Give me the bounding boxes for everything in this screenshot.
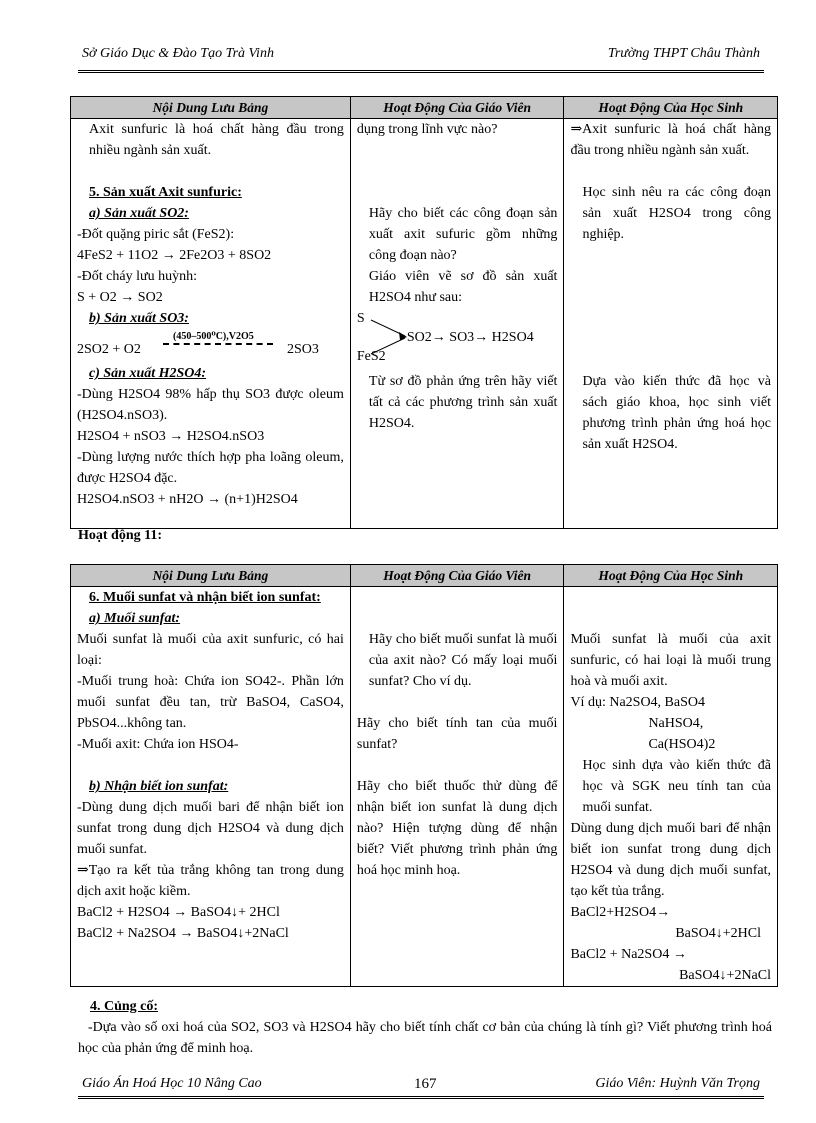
so3-eq-right: 2SO3 bbox=[287, 342, 319, 357]
board-content-cell bbox=[71, 587, 351, 987]
section-5-title: 5. Sản xuất Axit sunfuric: bbox=[89, 185, 242, 200]
student-activity-cell bbox=[564, 587, 778, 987]
table-row bbox=[71, 119, 778, 529]
col-header-teacher: Hoạt Động Của Giáo Viên bbox=[350, 97, 564, 119]
b-line-2: ⇒Tạo ra kết tủa trắng không tan trong dung dịch axit hoặc kiềm. bbox=[77, 863, 344, 899]
student-a1: ⇒Axit sunfuric là hoá chất hàng đầu trong nhiều ngành sản xuất. bbox=[570, 122, 771, 158]
header-left: Sở Giáo Dục & Đào Tạo Trà Vinh bbox=[82, 46, 274, 61]
b-equation-1: BaCl2 + H2SO4 → BaSO4↓+ 2HCl bbox=[77, 905, 280, 920]
board-content-cell bbox=[71, 119, 351, 529]
table-row bbox=[71, 587, 778, 987]
subsection-b-title: b) Nhận biết ion sunfat: bbox=[89, 779, 229, 794]
teacher-q2: Hãy cho biết các công đoạn sản xuất axit sufuric gồm những công đoạn nào? bbox=[368, 206, 558, 263]
student-a6: BaCl2+H2SO4→ bbox=[570, 905, 671, 920]
student-a3: Dựa vào kiến thức đã học và sách giáo khoa, học sinh viết phương trình phản ứng hoá học sản xuất H2SO4. bbox=[582, 374, 771, 452]
student-a2: Ví dụ: Na2SO4, BaSO4 bbox=[570, 695, 705, 710]
teacher-q3: Giáo viên vẽ sơ đồ sản xuất H2SO4 như sau: bbox=[368, 269, 558, 305]
student-a3: NaHSO4, Ca(HSO4)2 bbox=[648, 716, 716, 752]
c-line-1: -Dùng H2SO4 98% hấp thụ SO3 được oleum (H2SO4.nSO3). bbox=[77, 387, 344, 423]
teacher-activity-cell bbox=[350, 587, 564, 987]
section-6-title: 6. Muối sunfat và nhận biết ion sunfat: bbox=[89, 590, 321, 605]
so3-eq-condition: (450–500⁰C),V2O5 bbox=[173, 331, 254, 342]
header-right: Trường THPT Châu Thành bbox=[607, 46, 760, 61]
b-equation-2: BaCl2 + Na2SO4 → BaSO4↓+2NaCl bbox=[77, 926, 289, 941]
a-line-1: Muối sunfat là muối của axit sunfuric, có hai loại: bbox=[77, 632, 344, 668]
c-equation-1: H2SO4 + nSO3 → H2SO4.nSO3 bbox=[77, 429, 265, 444]
student-a1: Muối sunfat là muối của axit sunfuric, có hai loại là muối trung hoà và muối axit. bbox=[570, 632, 771, 689]
student-a4: Học sinh dựa vào kiến thức đã học và SGK neu tính tan của muối sunfat. bbox=[582, 758, 771, 815]
production-scheme bbox=[357, 308, 558, 371]
so3-eq-left: 2SO2 + O2 bbox=[77, 342, 141, 357]
reversible-arrow bbox=[163, 343, 273, 345]
a-line-2: -Muối trung hoà: Chứa ion SO42-. Phần lớn muối sunfat đều tan, trừ BaSO4, CaSO4, PbSO4...không tan. bbox=[77, 674, 344, 731]
col-header-student: Hoạt Động Của Học Sinh bbox=[564, 97, 778, 119]
a-line-1: -Đốt quặng piric sắt (FeS2): bbox=[77, 227, 235, 242]
footer-rule bbox=[78, 1096, 764, 1101]
scheme-fes2: FeS2 bbox=[356, 349, 386, 364]
so3-equation bbox=[77, 329, 344, 363]
c-line-2: -Dùng lượng nước thích hợp pha loãng oleum, được H2SO4 đặc. bbox=[77, 450, 344, 486]
lesson-table-1 bbox=[70, 96, 778, 529]
b-line-1: -Dùng dung dịch muối bari để nhận biết ion sunfat trong dung dịch H2SO4 và dung dịch muối sunfat. bbox=[77, 800, 344, 857]
student-a9: BaSO4↓+2NaCl bbox=[679, 968, 771, 983]
subsection-a-title: a) Muối sunfat: bbox=[89, 611, 181, 626]
a-equation-1: 4FeS2 + 11O2 → 2Fe2O3 + 8SO2 bbox=[77, 248, 272, 263]
page-number: 167 bbox=[414, 1076, 437, 1092]
a-line-2: -Đốt cháy lưu huỳnh: bbox=[77, 269, 197, 284]
scheme-s: S bbox=[356, 311, 365, 326]
footer-right: Giáo Viên: Huỳnh Văn Trọng bbox=[595, 1076, 760, 1091]
page-footer bbox=[78, 1074, 764, 1096]
teacher-q4: Từ sơ đồ phản ứng trên hãy viết tất cả các phương trình sản xuất H2SO4. bbox=[368, 374, 558, 431]
a-line-3: -Muối axit: Chứa ion HSO4- bbox=[77, 737, 239, 752]
c-equation-2: H2SO4.nSO3 + nH2O → (n+1)H2SO4 bbox=[77, 492, 298, 507]
subsection-c-title: c) Sản xuất H2SO4: bbox=[89, 366, 207, 381]
subsection-b-title: b) Sản xuất SO3: bbox=[89, 311, 189, 326]
consolidation-section bbox=[78, 996, 772, 1059]
activity-11-title: Hoạt động 11: bbox=[78, 528, 163, 543]
col-header-student: Hoạt Động Của Học Sinh bbox=[564, 565, 778, 587]
a-equation-2: S + O2 → SO2 bbox=[77, 290, 163, 305]
subsection-a-title: a) Sản xuất SO2: bbox=[89, 206, 189, 221]
student-a5: Dùng dung dịch muối bari để nhận biết ion sunfat trong dung dịch H2SO4 và dung dịch muối sunfat, tạo kết tủa trắng. bbox=[570, 821, 771, 899]
footer-left: Giáo Án Hoá Học 10 Nâng Cao bbox=[82, 1076, 262, 1091]
intro-text: Axit sunfuric là hoá chất hàng đầu trong nhiều ngành sản xuất. bbox=[89, 122, 344, 158]
header-rule bbox=[78, 70, 764, 75]
student-a7: BaSO4↓+2HCl bbox=[675, 926, 761, 941]
col-header-content: Nội Dung Lưu Bảng bbox=[71, 565, 351, 587]
consolidation-title: 4. Củng cố: bbox=[90, 999, 159, 1014]
consolidation-text: -Dựa vào số oxi hoá của SO2, SO3 và H2SO4 hãy cho biết tính chất cơ bản của chúng là tính gì? Viết phương trình hoá học của phản ứng để minh hoạ. bbox=[78, 1020, 772, 1056]
teacher-q1: Hãy cho biết muối sunfat là muối của axit nào? Có mấy loại muối sunfat? Cho ví dụ. bbox=[368, 632, 558, 689]
table-header-row bbox=[71, 97, 778, 119]
teacher-activity-cell bbox=[350, 119, 564, 529]
teacher-q2: Hãy cho biết tính tan của muối sunfat? bbox=[356, 716, 558, 752]
lesson-table-2 bbox=[70, 564, 778, 987]
student-activity-cell bbox=[564, 119, 778, 529]
col-header-content: Nội Dung Lưu Bảng bbox=[71, 97, 351, 119]
table-header-row bbox=[71, 565, 778, 587]
student-a2: Học sinh nêu ra các công đoạn sản xuất H2SO4 trong công nghiệp. bbox=[582, 185, 771, 242]
teacher-q1: dụng trong lĩnh vực nào? bbox=[356, 122, 498, 137]
page-header bbox=[78, 44, 764, 66]
col-header-teacher: Hoạt Động Của Giáo Viên bbox=[350, 565, 564, 587]
student-a8: BaCl2 + Na2SO4 → bbox=[570, 947, 687, 962]
teacher-q3: Hãy cho biết thuốc thử dùng để nhận biết ion sunfat là dung dịch nào? Hiện tượng dùng để nhận biết? Viết phương trình phản ứng hoá học minh hoạ. bbox=[356, 779, 558, 878]
scheme-chain: SO2→ SO3→ H2SO4 bbox=[406, 330, 534, 345]
